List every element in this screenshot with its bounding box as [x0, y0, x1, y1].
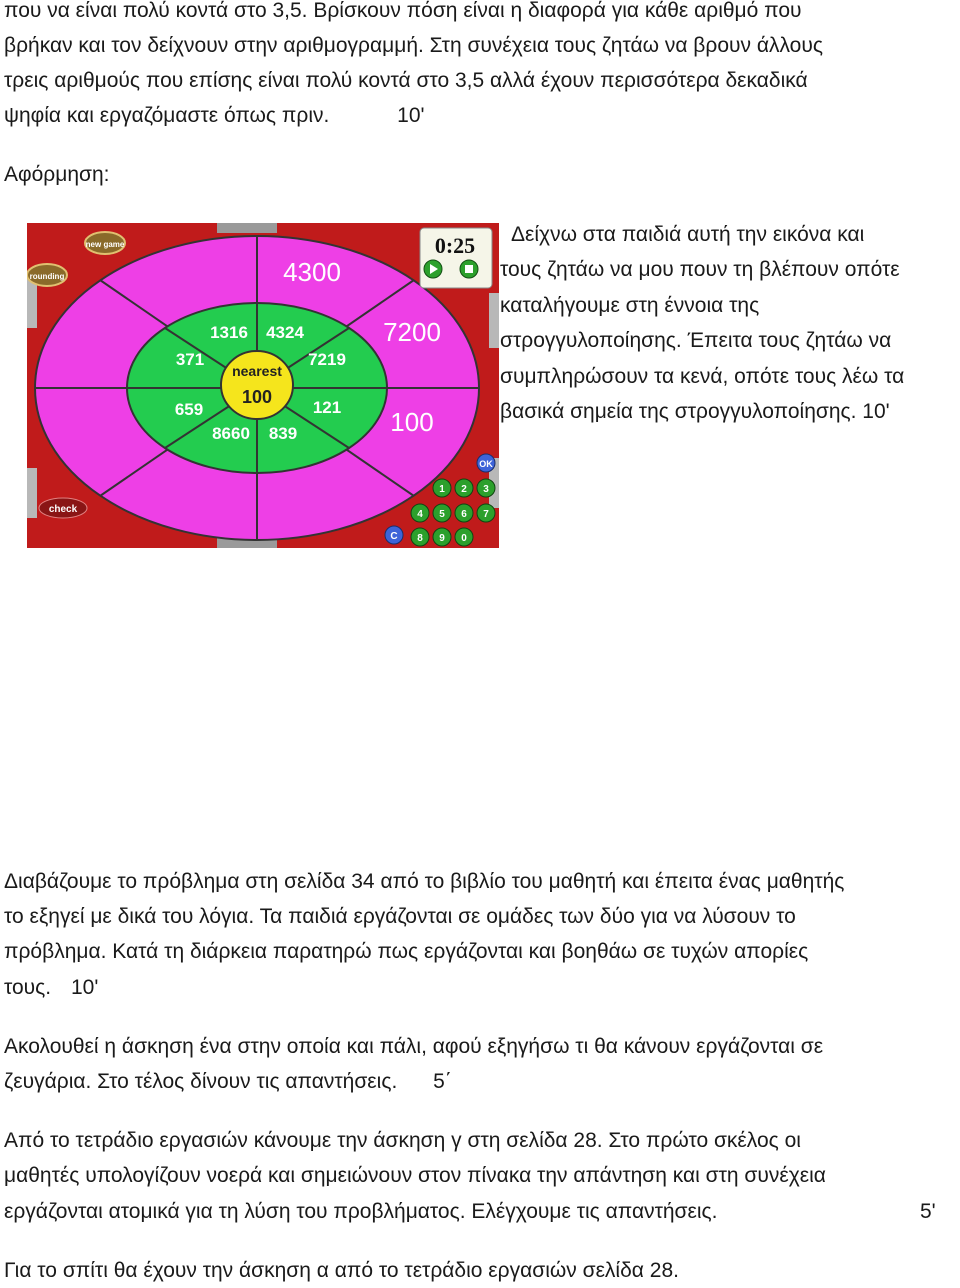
side-line-1: Δείχνω στα παιδιά αυτή την εικόνα και: [511, 223, 865, 246]
paragraph2-duration: 5΄: [433, 1070, 452, 1093]
inner-number: 8660: [212, 424, 250, 443]
inner-number: 839: [268, 424, 298, 443]
paragraph2-line-2: [4, 1064, 452, 1099]
paragraph1-line-4-text: τους.: [4, 976, 52, 999]
key-8: 8: [417, 533, 423, 544]
paragraph3-line-1: Από το τετράδιο εργασιών κάνουμε την άσκηση γ στη σελίδα 28. Στο πρώτο σκέλος οι: [4, 1129, 801, 1152]
intro-line-4: [4, 98, 425, 133]
timer-value: 0:25: [434, 233, 476, 258]
ok-button[interactable]: [477, 454, 495, 472]
paragraph1-line-4: [4, 970, 98, 1005]
svg-text:check: check: [48, 504, 78, 515]
key-7: 7: [483, 509, 489, 520]
inner-number: 4324: [266, 323, 304, 342]
svg-text:OK: OK: [479, 459, 493, 469]
right-pillar-top: [489, 293, 499, 348]
top-pillar: [217, 223, 277, 233]
intro-line-4-text: ψηφία και εργαζόμαστε όπως πριν.: [4, 104, 330, 127]
paragraph1-line-2: το εξηγεί με δικά του λόγια. Τα παιδιά εργάζονται σε ομάδες των δύο για να λύσουν το: [4, 905, 796, 928]
rounding-button[interactable]: [27, 264, 67, 286]
key-6: 6: [461, 509, 467, 520]
paragraph1-line-3: πρόβλημα. Κατά τη διάρκεια παρατηρώ πως εργάζονται και βοηθάω σε τυχών απορίες: [4, 940, 809, 963]
check-button[interactable]: [39, 498, 87, 518]
paragraph1-duration: 10': [70, 976, 99, 999]
key-0: 0: [461, 533, 467, 544]
side-line-5: συμπληρώσουν τα κενά, οπότε τους λέω τα: [500, 365, 905, 388]
paragraph1-line-1: Διαβάζουμε το πρόβλημα στη σελίδα 34 από το βιβλίο του μαθητή και έπειτα ένας μαθητής: [4, 870, 845, 893]
section-heading: Αφόρμηση:: [4, 163, 110, 186]
intro-line-1: που να είναι πολύ κοντά στο 3,5. Βρίσκουν πόση είναι η διαφορά για κάθε αριθμό που: [4, 0, 802, 22]
inner-number: 659: [174, 400, 204, 419]
inner-number: 121: [312, 398, 342, 417]
left-pillar-bottom: [27, 468, 37, 518]
timer-panel: [420, 228, 492, 288]
paragraph3-duration: 5': [920, 1200, 936, 1223]
side-line-6: βασικά σημεία της στρογγυλοποίησης. 10': [500, 400, 890, 423]
paragraph4-line-1: Για το σπίτι θα έχουν την άσκηση α από το τετράδιο εργασιών σελίδα 28.: [4, 1259, 679, 1282]
svg-text:rounding: rounding: [29, 272, 65, 281]
intro-line-2: βρήκαν και τον δείχνουν στην αριθμογραμμή. Στη συνέχεια τους ζητάω να βρουν άλλους: [4, 34, 823, 57]
paragraph3-line-3: εργάζονται ατομικά για τη λύση του προβλήματος. Ελέγχουμε τις απαντήσεις.: [4, 1200, 718, 1223]
side-line-2: τους ζητάω να μου πουν τη βλέπουν οπότε: [500, 258, 900, 281]
key-3: 3: [483, 484, 489, 495]
center-word: nearest: [232, 363, 282, 379]
outer-number-right: 7200: [383, 317, 441, 347]
svg-text:new game: new game: [85, 240, 125, 249]
key-1: 1: [439, 484, 445, 495]
center-circle: [221, 351, 293, 419]
inner-number: 371: [175, 350, 205, 369]
new-game-button[interactable]: [85, 232, 125, 254]
paragraph2-line-1: Ακολουθεί η άσκηση ένα στην οποία και πάλι, αφού εξηγήσω τι θα κάνουν εργάζονται σε: [4, 1035, 824, 1058]
paragraph3-line-2: μαθητές υπολογίζουν νοερά και σημειώνουν στον πίνακα την απάντηση και στη συνέχεια: [4, 1164, 826, 1187]
outer-number-bottom-right: 100: [390, 407, 434, 437]
intro-duration: 10': [397, 104, 425, 127]
center-value: 100: [241, 387, 273, 407]
key-2: 2: [461, 484, 467, 495]
intro-line-3: τρεις αριθμούς που επίσης είναι πολύ κοντά στο 3,5 αλλά έχουν περισσότερα δεκαδικά: [4, 69, 808, 92]
key-5: 5: [439, 509, 445, 520]
rounding-game-image: [27, 223, 499, 548]
side-line-3: καταλήγουμε στη έννοια της: [500, 294, 760, 317]
key-4: 4: [417, 509, 423, 520]
inner-number: 1316: [210, 323, 248, 342]
side-line-4: στρογγυλοποίησης. Έπειτα τους ζητάω να: [500, 329, 892, 352]
paragraph2-line-2-text: ζευγάρια. Στο τέλος δίνουν τις απαντήσεις.: [4, 1070, 398, 1093]
key-9: 9: [439, 533, 445, 544]
key-clear: C: [390, 531, 398, 542]
outer-number-top: 4300: [283, 257, 341, 287]
inner-number: 7219: [308, 350, 346, 369]
